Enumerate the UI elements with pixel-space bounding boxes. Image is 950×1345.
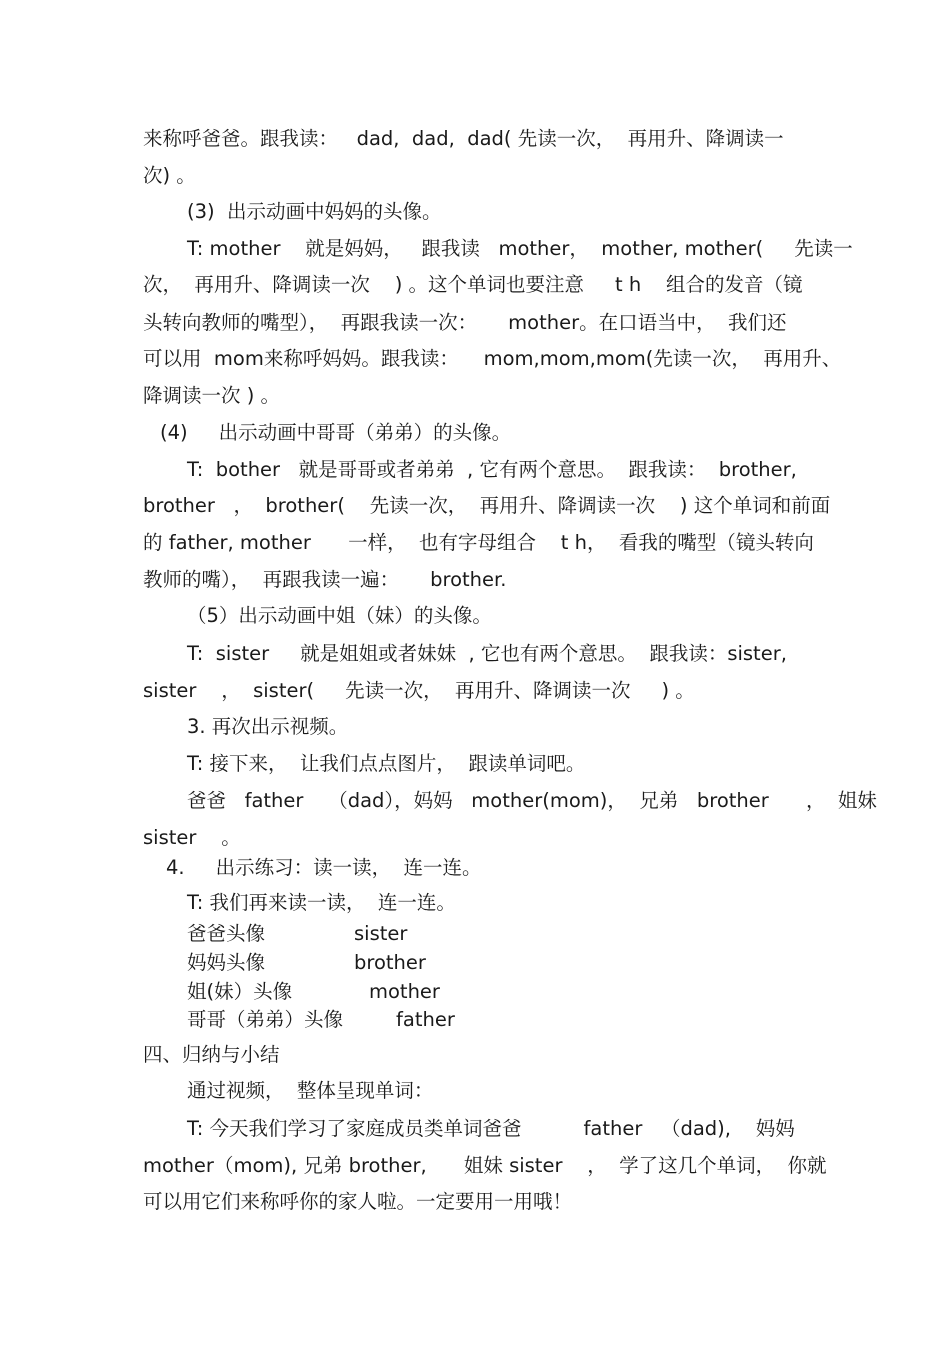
text-line: 次， 再用升、降调读一次 ) 。这个单词也要注意 t h 组合的发音（镜 xyxy=(143,273,803,296)
match-left-item: 妈妈头像 xyxy=(187,951,266,974)
text-line: 次) 。 xyxy=(143,164,196,187)
text-line: （5）出示动画中姐（妹）的头像。 xyxy=(187,604,492,627)
text-line: T: mother 就是妈妈， 跟我读 mother， mother, mother( 先读一 xyxy=(187,237,853,260)
text-line: T: 接下来， 让我们点点图片， 跟读单词吧。 xyxy=(187,752,586,775)
text-line: (3) 出示动画中妈妈的头像。 xyxy=(187,200,442,223)
match-left-item: 哥哥（弟弟）头像 xyxy=(187,1008,344,1031)
text-line: mother（mom), 兄弟 brother, 姐妹 sister ， 学了这几个单词， 你就 xyxy=(143,1154,827,1177)
text-line: 4. 出示练习：读一读， 连一连。 xyxy=(166,856,482,879)
text-line: 可以用 mom来称呼妈妈。跟我读： mom,mom,mom(先读一次， 再用升、 xyxy=(143,347,842,370)
text-line: 通过视频， 整体呈现单词： xyxy=(187,1079,434,1102)
text-line: 头转向教师的嘴型）， 再跟我读一次： mother。在口语当中， 我们还 xyxy=(143,311,787,334)
text-line: (4) 出示动画中哥哥（弟弟）的头像。 xyxy=(160,421,512,444)
text-line: 可以用它们来称呼你的家人啦。一定要用一用哦！ xyxy=(143,1190,573,1213)
text-line: 教师的嘴）， 再跟我读一遍： brother. xyxy=(143,568,507,591)
match-right-item: mother xyxy=(369,980,440,1003)
section-heading: 四、归纳与小结 xyxy=(143,1043,280,1066)
match-right-item: brother xyxy=(354,951,426,974)
text-line: 来称呼爸爸。跟我读： dad, dad, dad( 先读一次， 再用升、降调读一 xyxy=(143,127,784,150)
match-right-item: sister xyxy=(354,922,408,945)
match-left-item: 爸爸头像 xyxy=(187,922,266,945)
text-line: T: 今天我们学习了家庭成员类单词爸爸 father （dad), 妈妈 xyxy=(187,1117,795,1140)
text-line: 降调读一次 ) 。 xyxy=(143,384,281,407)
text-line: sister ， sister( 先读一次， 再用升、降调读一次 ) 。 xyxy=(143,679,695,702)
match-left-item: 姐(妹）头像 xyxy=(187,980,293,1003)
text-line: T: 我们再来读一读， 连一连。 xyxy=(187,891,456,914)
text-line: 3. 再次出示视频。 xyxy=(187,715,349,738)
text-line: 的 father, mother 一样， 也有字母组合 t h， 看我的嘴型（镜头转向 xyxy=(143,531,814,554)
text-line: T: sister 就是姐姐或者妹妹 , 它也有两个意思。 跟我读：sister, xyxy=(187,642,787,665)
text-line: brother ， brother( 先读一次， 再用升、降调读一次 ) 这个单词和前面 xyxy=(143,494,831,517)
text-line: T: bother 就是哥哥或者弟弟 , 它有两个意思。 跟我读： brother, xyxy=(187,458,797,481)
match-right-item: father xyxy=(396,1008,455,1031)
text-line: sister 。 xyxy=(143,826,241,849)
text-line: 爸爸 father （dad），妈妈 mother(mom)， 兄弟 brother ， 姐妹 xyxy=(187,789,877,812)
